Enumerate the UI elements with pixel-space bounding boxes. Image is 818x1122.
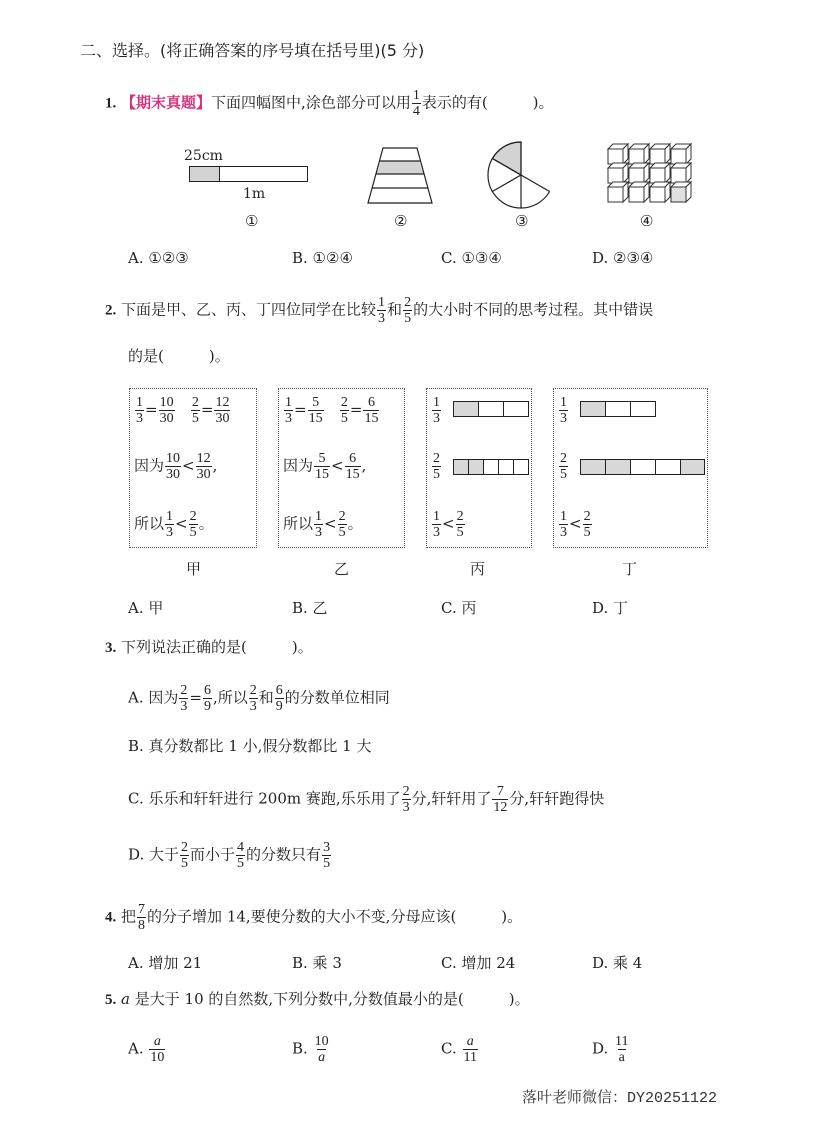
figure-4-cubes <box>608 144 698 206</box>
option-d[interactable]: D. 大于 $\frac{2}{5}$ 而小于 $\frac{4}{5}$ 的分数只有 $\frac{3}{5}$ <box>128 840 331 871</box>
exam-tag: 【期末真题】 <box>121 93 212 112</box>
fraction: $\frac{1}{4}$ <box>412 88 420 119</box>
cube <box>650 182 670 202</box>
footer-watermark: 落叶老师微信：DY20251122 <box>522 1090 718 1107</box>
question-text: 表示的有( )。 <box>421 93 554 112</box>
question-number: 4. <box>105 909 117 926</box>
fig2-shaded-strip <box>376 161 424 174</box>
question-3: 3. 下列说法正确的是( )。 <box>105 638 313 656</box>
option-c[interactable]: C. 乐乐和轩轩进行 200m 赛跑,乐乐用了 $\frac{2}{3}$ 分,轩轩用了 $\frac{7}{12}$ 分,轩轩跑得快 <box>128 784 605 815</box>
box-label: 丙 <box>470 560 486 578</box>
option-c[interactable]: C. 丙 <box>441 599 477 617</box>
figure-label: ③ <box>515 212 529 230</box>
option-a[interactable]: A. ①②③ <box>128 249 189 267</box>
fig3-shaded-sector <box>492 142 521 175</box>
option-b[interactable]: B. 乘 3 <box>292 954 342 972</box>
fig2-outline <box>368 148 432 203</box>
figure-label: ④ <box>640 212 654 230</box>
option-c[interactable]: C. 增加 24 <box>441 954 516 972</box>
figure-label: ② <box>394 212 408 230</box>
cube <box>608 144 628 164</box>
bar-model-fifths-long <box>580 459 706 477</box>
question-number: 5. <box>105 992 117 1008</box>
option-b[interactable]: B. 乙 <box>292 599 328 617</box>
question-number: 1. <box>105 95 117 112</box>
option-d[interactable]: D. 乘 4 <box>592 954 643 972</box>
question-4: 4. 把 $\frac{7}{8}$ 的分子增加 14,要使分数的大小不变,分母应该( )。 <box>105 902 523 933</box>
question-2: 2. 下面是甲、乙、丙、丁四位同学在比较 $\frac{1}{3}$ 和 $\frac{2}{5}$ 的大小时不同的思考过程。其中错误 <box>105 295 654 326</box>
question-number: 3. <box>105 640 117 656</box>
figure-2-trapezoid <box>366 147 436 207</box>
question-2-line2: 的是( )。 <box>128 347 230 365</box>
option-d[interactable]: D. ②③④ <box>592 249 654 267</box>
figure-3-sectors <box>488 140 558 212</box>
cube <box>629 182 649 202</box>
cube <box>608 182 628 202</box>
option-a[interactable]: A. 增加 21 <box>128 954 203 972</box>
option-c[interactable]: C. $\frac{a}{11}$ <box>441 1034 477 1065</box>
cube <box>671 182 691 202</box>
figure-1-bar <box>189 166 309 186</box>
bar-model-thirds <box>580 401 658 419</box>
question-number: 2. <box>105 302 117 319</box>
bar-model-thirds <box>453 401 531 419</box>
cube <box>650 163 670 183</box>
reasoning-box-ding: $\frac{1}{3}$ $\frac{2}{5}$ $\frac{1}{3}$ < $\frac{2}{5}$ <box>553 388 708 548</box>
cube <box>629 144 649 164</box>
cube <box>650 144 670 164</box>
cube <box>608 163 628 183</box>
option-a[interactable]: A. 甲 <box>128 599 164 617</box>
fig1-bottom-label: 1m <box>243 186 266 202</box>
option-a[interactable]: A. $\frac{a}{10}$ <box>128 1034 165 1065</box>
question-text: 下面四幅图中,涂色部分可以用 <box>211 93 411 112</box>
box-label: 甲 <box>186 560 202 578</box>
option-b[interactable]: B. $\frac{10}{a}$ <box>292 1034 329 1065</box>
cube <box>671 144 691 164</box>
option-b[interactable]: B. ①②④ <box>292 249 353 267</box>
option-c[interactable]: C. ①③④ <box>441 249 502 267</box>
reasoning-box-jia: $\frac{1}{3}$ = $\frac{10}{30}$ $\frac{2}{5}$ = $\frac{12}{30}$ 因为 $\frac{10}{30}$ < $\frac{12}{30}$ , 所以 $\frac{1}{3}$ < $\frac{2}{5}$ 。 <box>129 388 257 548</box>
cube <box>671 163 691 183</box>
bar-model-fifths <box>453 459 531 477</box>
option-d[interactable]: D. 丁 <box>592 599 629 617</box>
box-label: 乙 <box>334 560 350 578</box>
question-1 <box>105 88 554 119</box>
fig1-top-label: 25cm <box>184 148 223 164</box>
question-5: 5. a 是大于 10 的自然数,下列分数中,分数值最小的是( )。 <box>105 990 530 1008</box>
option-d[interactable]: D. $\frac{11}{a}$ <box>592 1034 629 1065</box>
reasoning-box-yi: $\frac{1}{3}$ = $\frac{5}{15}$ $\frac{2}{5}$ = $\frac{6}{15}$ 因为 $\frac{5}{15}$ < $\frac{6}{15}$ , 所以 $\frac{1}{3}$ < $\frac{2}{5}$ 。 <box>278 388 405 548</box>
reasoning-box-bing: $\frac{1}{3}$ $\frac{2}{5}$ $\frac{1}{3}$ < $\frac{2}{5}$ <box>426 388 532 548</box>
fig1-unshaded-part <box>220 167 308 182</box>
cube <box>629 163 649 183</box>
option-a[interactable]: A. 因为 $\frac{2}{3}$ = $\frac{6}{9}$ ,所以 $\frac{2}{3}$ 和 $\frac{6}{9}$ 的分数单位相同 <box>128 683 390 714</box>
option-b[interactable]: B. 真分数都比 1 小,假分数都比 1 大 <box>128 737 372 755</box>
section-title: 二、选择。(将正确答案的序号填在括号里)(5 分) <box>80 41 425 60</box>
box-label: 丁 <box>622 560 638 578</box>
fig1-shaded-part <box>190 167 220 182</box>
figure-label: ① <box>245 212 259 230</box>
